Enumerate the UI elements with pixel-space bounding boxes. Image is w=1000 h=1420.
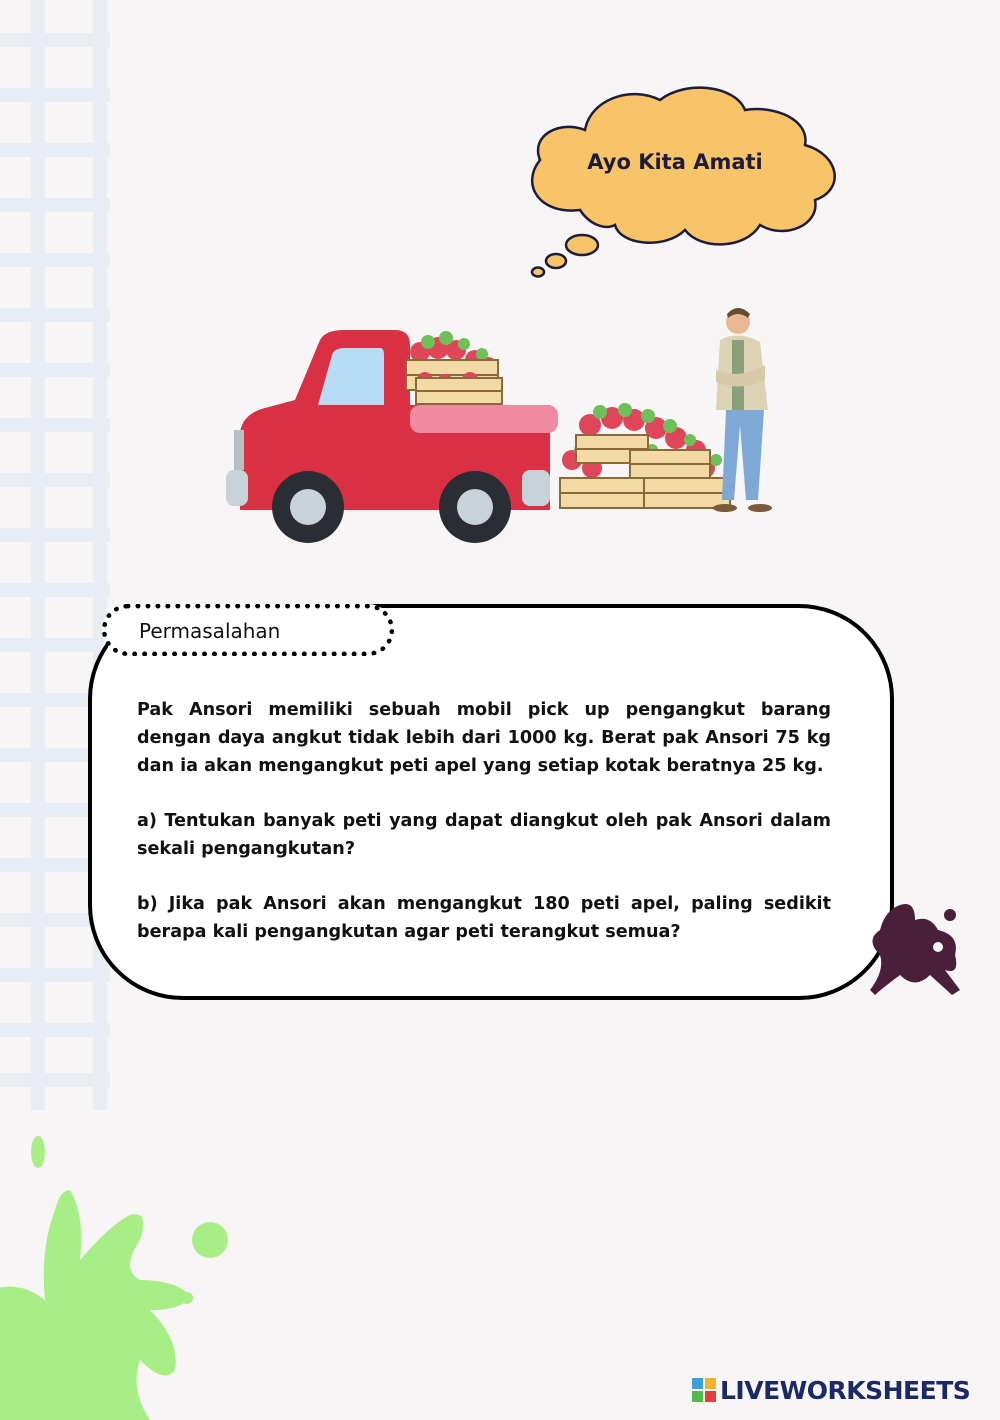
liveworksheets-brand [692, 1374, 970, 1406]
problem-statement: Pak Ansori memiliki sebuah mobil pick up pengangkut barang dengan daya angkut tidak lebih dari 1000 kg. Berat pak Ansori 75 kg dan ia akan mengangkut peti apel yang setiap kotak beratnya 25 kg. [137, 700, 831, 776]
green-splat-icon [0, 1130, 250, 1420]
liveworksheets-logo-icon [692, 1378, 716, 1402]
problem-label: Permasalahan [139, 619, 281, 643]
pickup-truck-icon [226, 330, 558, 543]
pickup-scene [220, 300, 800, 560]
thought-cloud-icon [520, 80, 850, 280]
question-b: b) Jika pak Ansori akan mengangkut 180 peti apel, paling sedikit berapa kali pengangkutan agar peti terangkut semua? [137, 894, 831, 942]
brand-name: LIVEWORKSHEETS [720, 1375, 971, 1405]
thought-bubble-title: Ayo Kita Amati [587, 150, 763, 174]
question-a: a) Tentukan banyak peti yang dapat diangkut oleh pak Ansori dalam sekali pengangkutan? [137, 811, 831, 859]
problem-label-badge [102, 604, 394, 656]
problem-text [137, 696, 831, 973]
purple-splat-icon [860, 895, 970, 1005]
